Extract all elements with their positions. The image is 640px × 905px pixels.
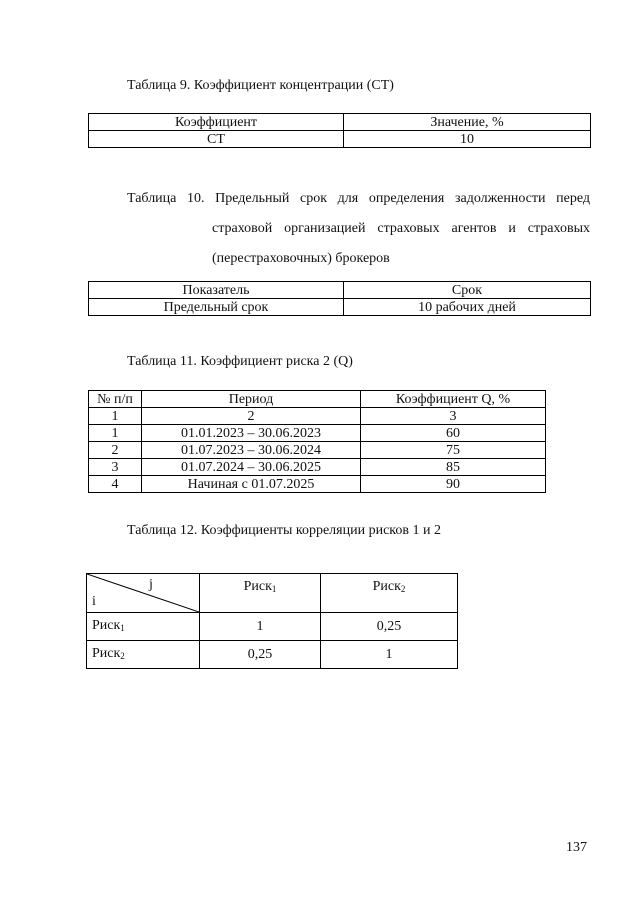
table-cell: 1	[89, 425, 142, 442]
row-label	[87, 613, 200, 641]
table-row	[87, 613, 458, 641]
table10-caption-line: (перестраховочных) брокеров	[212, 251, 390, 266]
table12	[86, 573, 458, 669]
table-header-cell: Коэффициент	[89, 114, 344, 131]
table-cell: 85	[361, 459, 546, 476]
table11-caption: Таблица 11. Коэффициент риска 2 (Q)	[127, 354, 353, 369]
table-header-cell: Период	[142, 391, 361, 408]
table-cell: 01.07.2023 – 30.06.2024	[142, 442, 361, 459]
table11	[88, 390, 546, 493]
table-cell: 3	[89, 459, 142, 476]
table-header-cell: Показатель	[89, 282, 344, 299]
table-header-cell: Срок	[344, 282, 591, 299]
table-row	[89, 425, 546, 442]
header-subscript: 1	[271, 584, 277, 594]
corner-label-i: i	[92, 594, 96, 609]
table10	[88, 281, 591, 316]
corner-cell	[87, 574, 200, 613]
corner-label-j: j	[149, 577, 153, 592]
table-header-cell	[321, 574, 458, 613]
label-base: Риск	[92, 617, 121, 633]
table-cell: 2	[89, 442, 142, 459]
table-row	[87, 574, 458, 613]
table-cell: 75	[361, 442, 546, 459]
table-row	[89, 299, 591, 316]
table-cell: 0,25	[200, 641, 321, 669]
table-row	[89, 131, 591, 148]
table-cell: 0,25	[321, 613, 458, 641]
table-row	[89, 459, 546, 476]
table-cell: 60	[361, 425, 546, 442]
table10-caption-line: Таблица 10. Предельный срок для определения задолженности перед	[127, 191, 590, 206]
table-cell: 4	[89, 476, 142, 493]
label-subscript: 2	[120, 650, 125, 661]
table-row	[89, 114, 591, 131]
table10-caption	[127, 184, 590, 274]
table-cell: Предельный срок	[89, 299, 344, 316]
page-number: 137	[566, 840, 587, 855]
table-cell: 1	[89, 408, 142, 425]
table-cell: 10 рабочих дней	[344, 299, 591, 316]
table-row	[87, 641, 458, 669]
table12-caption: Таблица 12. Коэффициенты корреляции рисков 1 и 2	[127, 523, 441, 538]
table-cell: 90	[361, 476, 546, 493]
table-cell: 01.01.2023 – 30.06.2023	[142, 425, 361, 442]
table-cell: Начиная с 01.07.2025	[142, 476, 361, 493]
table-row	[89, 476, 546, 493]
table-cell: 1	[321, 641, 458, 669]
table-header-cell: № п/п	[89, 391, 142, 408]
table-row	[89, 391, 546, 408]
table-row	[89, 442, 546, 459]
label-base: Риск	[92, 645, 121, 661]
table-header-cell: Коэффициент Q, %	[361, 391, 546, 408]
table10-caption-line: страховой организацией страховых агентов и страховых	[212, 221, 590, 236]
table9-caption: Таблица 9. Коэффициент концентрации (СТ)	[127, 78, 394, 93]
table-cell: 3	[361, 408, 546, 425]
table-cell: 01.07.2024 – 30.06.2025	[142, 459, 361, 476]
table-cell: 10	[344, 131, 591, 148]
table-cell: 2	[142, 408, 361, 425]
table-row	[89, 408, 546, 425]
table-header-cell	[200, 574, 321, 613]
label-subscript: 1	[120, 622, 125, 633]
table-header-cell: Значение, %	[344, 114, 591, 131]
row-label	[87, 641, 200, 669]
header-base: Риск	[372, 579, 401, 594]
header-subscript: 2	[400, 584, 406, 594]
header-base: Риск	[243, 579, 272, 594]
table-cell: СТ	[89, 131, 344, 148]
diagonal-line	[87, 574, 199, 612]
table9	[88, 113, 591, 148]
table-row	[89, 282, 591, 299]
table-cell: 1	[200, 613, 321, 641]
